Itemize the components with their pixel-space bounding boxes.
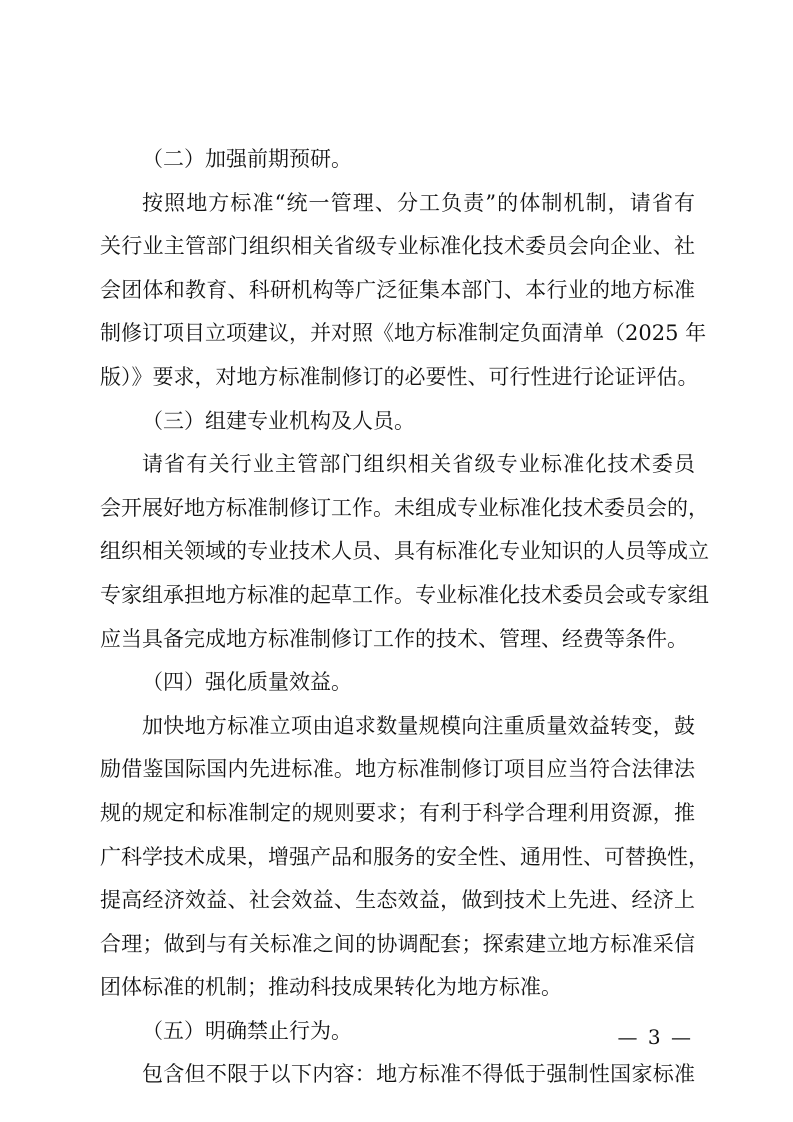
body-text-line: 励借鉴国际国内先进标准。地方标准制修订项目应当符合法律法 — [100, 757, 695, 782]
body-text-line: 广科学技术成果，增强产品和服务的安全性、通用性、可替换性， — [100, 844, 709, 869]
body-text-line: 制修订项目立项建议，并对照《地方标准制定负面清单（2025 年 — [100, 321, 707, 346]
body-text-line: 规的规定和标准制定的规则要求；有利于科学合理利用资源，推 — [100, 800, 695, 825]
section-heading: （四）强化质量效益。 — [142, 670, 352, 695]
body-text-line: 合理；做到与有关标准之间的协调配套；探索建立地方标准采信 — [100, 931, 695, 956]
body-text-line: 版）》要求，对地方标准制修订的必要性、可行性进行论证评估。 — [100, 364, 699, 389]
body-text-line: 请省有关行业主管部门组织相关省级专业标准化技术委员 — [142, 452, 695, 477]
body-text-line: 会开展好地方标准制修订工作。未组成专业标准化技术委员会的， — [100, 495, 709, 520]
body-text-line: 关行业主管部门组织相关省级专业标准化技术委员会向企业、社 — [100, 234, 695, 259]
body-text-line: 团体标准的机制；推动科技成果转化为地方标准。 — [100, 975, 562, 1000]
body-text-line: 按照地方标准“统一管理、分工负责”的体制机制，请省有 — [142, 190, 695, 215]
section-heading: （三）组建专业机构及人员。 — [142, 408, 415, 433]
document-body — [100, 138, 709, 1097]
body-text-line: 包含但不限于以下内容：地方标准不得低于强制性国家标准 — [142, 1062, 695, 1087]
section-heading: （五）明确禁止行为。 — [142, 1018, 352, 1043]
body-text-line: 组织相关领域的专业技术人员、具有标准化专业知识的人员等成立 — [100, 539, 709, 564]
body-text-line: 提高经济效益、社会效益、生态效益，做到技术上先进、经济上 — [100, 888, 695, 913]
body-text-line: 专家组承担地方标准的起草工作。专业标准化技术委员会或专家组 — [100, 582, 709, 607]
body-text-line: 会团体和教育、科研机构等广泛征集本部门、本行业的地方标准 — [100, 277, 695, 302]
body-text-line: 应当具备完成地方标准制修订工作的技术、管理、经费等条件。 — [100, 626, 688, 651]
page-number: — 3 — — [617, 1025, 693, 1049]
section-heading: （二）加强前期预研。 — [142, 147, 352, 171]
body-text-line: 加快地方标准立项由追求数量规模向注重质量效益转变，鼓 — [142, 713, 695, 738]
